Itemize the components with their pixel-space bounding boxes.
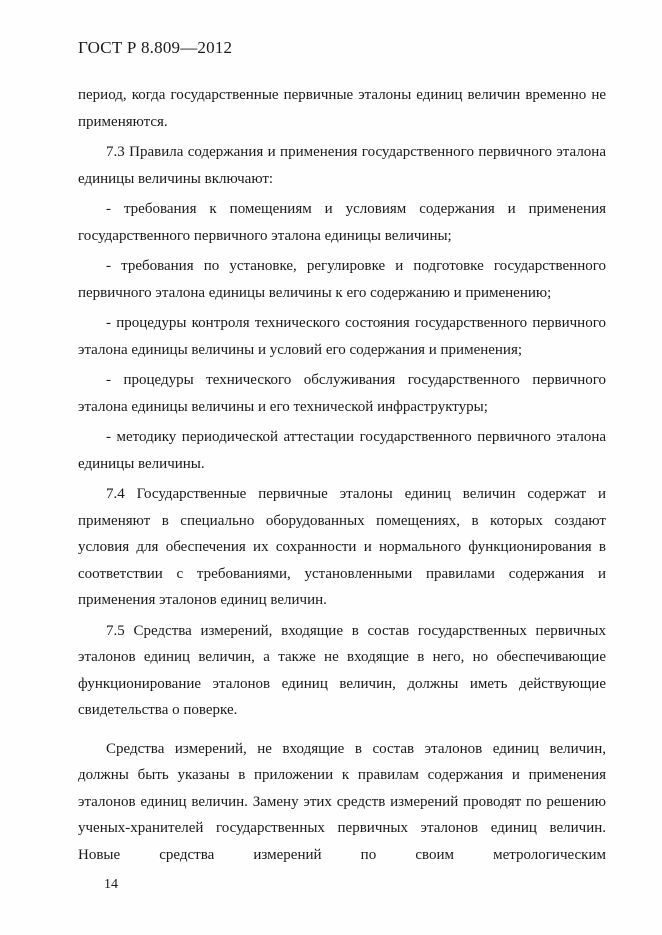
list-item-attestation-method: - методику периодической аттестации государственного первичного эталона единицы величины. xyxy=(78,429,606,472)
paragraph-7-4: 7.4 Государственные первичные эталоны единиц величин содержат и применяют в специально оборудованных помещениях, в которых создают условия для обеспечения их сохранности и нормального функционирования в соответствии с требованиями, установленными правилами содержания и применения эталонов единиц величин. xyxy=(78,486,606,608)
paragraph-7-5: 7.5 Средства измерений, входящие в состав государственных первичных эталонов единиц величин, а также не входящие в него, но обеспечивающие функционирование эталонов единиц величин, должны иметь действующие свидетельства о поверке. xyxy=(78,622,606,718)
list-item-premises-requirements: - требования к помещениям и условиям содержания и применения государственного первичного эталона единицы величины; xyxy=(78,201,606,244)
list-item-maintenance: - процедуры технического обслуживания государственного первичного эталона единицы величины и его технической инфраструктуры; xyxy=(78,372,606,415)
document-body xyxy=(78,82,606,868)
list-item-installation-requirements: - требования по установке, регулировке и подготовке государственного первичного эталона единицы величины к его содержанию и применению; xyxy=(78,258,606,301)
page-number: 14 xyxy=(104,877,118,892)
document-header: ГОСТ Р 8.809—2012 xyxy=(78,38,233,57)
paragraph-measuring-instruments: Средства измерений, не входящие в состав эталонов единиц величин, должны быть указаны в приложении к правилам содержания и применения эталонов единиц величин. Замену этих средств измерений проводят по решению ученых-хранителей государственных первичных эталонов единиц величин. Новые средства измерений по своим метрологическим xyxy=(78,740,606,863)
paragraph-continuation: период, когда государственные первичные эталоны единиц величин временно не применяются. xyxy=(78,87,606,130)
list-item-condition-control: - процедуры контроля технического состояния государственного первичного эталона единицы величины и условий его содержания и применения; xyxy=(78,315,606,358)
paragraph-7-3: 7.3 Правила содержания и применения государственного первичного эталона единицы величины включают: xyxy=(78,144,606,187)
